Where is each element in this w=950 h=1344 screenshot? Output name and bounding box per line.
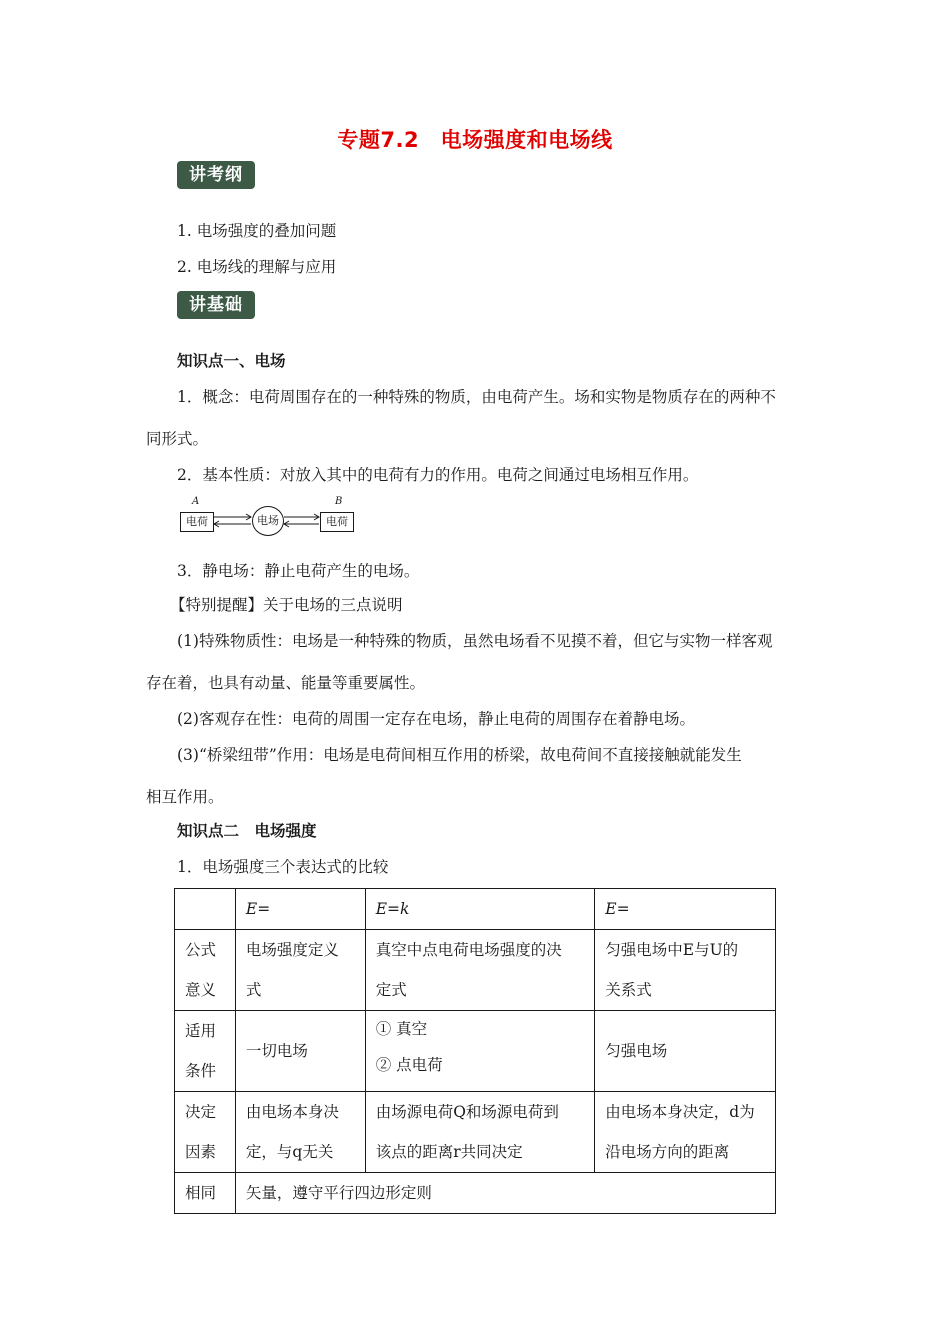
diagram-charge-a: 电荷	[180, 512, 214, 532]
row-header: 公式 意义	[175, 930, 236, 1011]
table-cell-span: 矢量，遵守平行四边形定则	[235, 1173, 775, 1214]
kp1-p1-line1: 1．概念：电荷周围存在的一种特殊的物质，由电荷产生。场和实物是物质存在的两种不	[177, 388, 776, 406]
diagram-arrows	[180, 496, 355, 538]
table-cell: 匀强电场中E与U的 关系式	[595, 930, 776, 1011]
kp2-p1: 1．电场强度三个表达式的比较	[177, 858, 389, 876]
page-title: 专题7.2 电场强度和电场线	[337, 128, 613, 152]
outline-item-1: 1. 电场强度的叠加问题	[177, 222, 337, 240]
kp1-heading: 知识点一、电场	[177, 352, 286, 370]
table-header-cell: E=k	[365, 889, 595, 930]
table-cell: ① 真空 ② 点电荷	[365, 1011, 595, 1092]
outline-item-2: 2. 电场线的理解与应用	[177, 258, 337, 276]
table-cell: 一切电场	[235, 1011, 365, 1092]
kp1-p1-line2: 同形式。	[146, 430, 209, 448]
table-cell: 电场强度定义 式	[235, 930, 365, 1011]
section-tag-basics: 讲基础	[177, 291, 255, 319]
table-header-cell: E=	[235, 889, 365, 930]
table-cell: 由场源电荷Q和场源电荷到 该点的距离r共同决定	[365, 1092, 595, 1173]
section-tag-outline: 讲考纲	[177, 161, 255, 189]
reminder-3-line2: 相互作用。	[146, 788, 224, 806]
kp1-p3: 3．静电场：静止电荷产生的电场。	[177, 562, 420, 580]
table-header-cell	[175, 889, 236, 930]
row-header: 决定 因素	[175, 1092, 236, 1173]
table-row	[175, 1092, 776, 1173]
table-row	[175, 1011, 776, 1092]
table-row	[175, 1173, 776, 1214]
reminder-2: (2)客观存在性：电荷的周围一定存在电场，静止电荷的周围存在着静电场。	[177, 710, 695, 728]
diagram-charge-b: 电荷	[320, 512, 354, 532]
diagram-field-circle: 电场	[252, 506, 284, 536]
table-row	[175, 930, 776, 1011]
table-cell: 由电场本身决定，d为 沿电场方向的距离	[595, 1092, 776, 1173]
row-header: 适用 条件	[175, 1011, 236, 1092]
reminder-1-line2: 存在着，也具有动量、能量等重要属性。	[146, 674, 426, 692]
diagram-label-a: A	[192, 496, 200, 507]
diagram-label-b: B	[335, 496, 343, 507]
table-header-cell: E=	[595, 889, 776, 930]
table-cell: 真空中点电荷电场强度的决 定式	[365, 930, 595, 1011]
table-cell: 匀强电场	[595, 1011, 776, 1092]
row-header: 相同	[175, 1173, 236, 1214]
reminder-1-line1: (1)特殊物质性：电场是一种特殊的物质，虽然电场看不见摸不着，但它与实物一样客观	[177, 632, 773, 650]
reminder-3-line1: (3)“桥梁纽带”作用：电场是电荷间相互作用的桥梁，故电荷间不直接接触就能发生	[177, 746, 742, 764]
charge-field-diagram	[180, 496, 355, 538]
kp2-heading: 知识点二 电场强度	[177, 822, 317, 840]
table-cell: 由电场本身决 定，与q无关	[235, 1092, 365, 1173]
table-header-row	[175, 889, 776, 930]
expression-comparison-table	[174, 888, 776, 1214]
special-reminder: 【特别提醒】关于电场的三点说明	[170, 596, 403, 614]
kp1-p2: 2．基本性质：对放入其中的电荷有力的作用。电荷之间通过电场相互作用。	[177, 466, 699, 484]
